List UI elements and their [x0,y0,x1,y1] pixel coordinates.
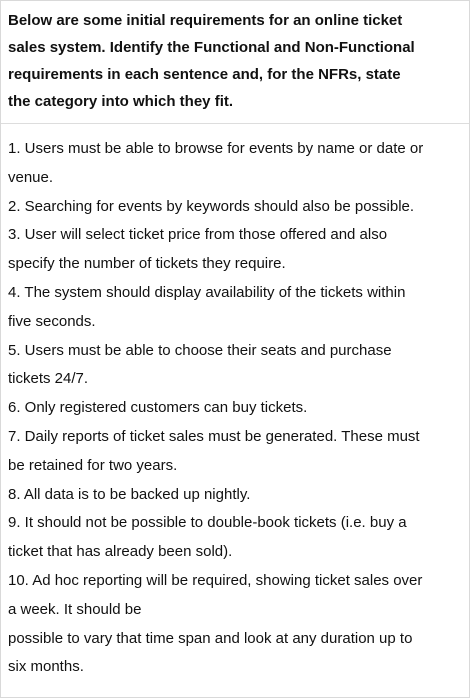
requirement-line: 4. The system should display availability of the tickets within [8,283,406,301]
requirement-line: 10. Ad hoc reporting will be required, showing ticket sales over [8,571,423,589]
requirement-line: 2. Searching for events by keywords should also be possible. [8,197,415,215]
requirement-line: ticket that has already been sold). [8,543,233,561]
requirement-line: 9. It should not be possible to double-book tickets (i.e. buy a [8,514,407,532]
section-divider [1,123,469,124]
requirement-line: 8. All data is to be backed up nightly. [8,485,251,503]
requirement-line: venue. [8,168,54,186]
requirement-line: 7. Daily reports of ticket sales must be generated. These must [8,427,420,445]
requirement-line: a week. It should be [8,600,142,618]
requirement-line: 6. Only registered customers can buy tickets. [8,399,308,417]
requirement-line: 3. User will select ticket price from those offered and also [8,226,388,244]
requirements-list [8,135,470,682]
requirement-line: possible to vary that time span and look at any duration up to [8,629,413,647]
requirement-line: be retained for two years. [8,456,178,474]
intro-line: the category into which they fit. [8,93,234,110]
intro-line: requirements in each sentence and, for the NFRs, state [8,66,401,83]
question-intro [8,7,470,115]
requirement-line: 5. Users must be able to choose their seats and purchase [8,341,392,359]
intro-line: sales system. Identify the Functional and Non-Functional [8,39,415,56]
requirement-line: 1. Users must be able to browse for events by name or date or [8,140,424,157]
requirement-line: tickets 24/7. [8,370,89,388]
requirement-line: six months. [8,658,84,676]
requirement-line: specify the number of tickets they require. [8,255,286,273]
intro-line: Below are some initial requirements for an online ticket [8,12,403,29]
requirement-line: five seconds. [8,312,96,330]
